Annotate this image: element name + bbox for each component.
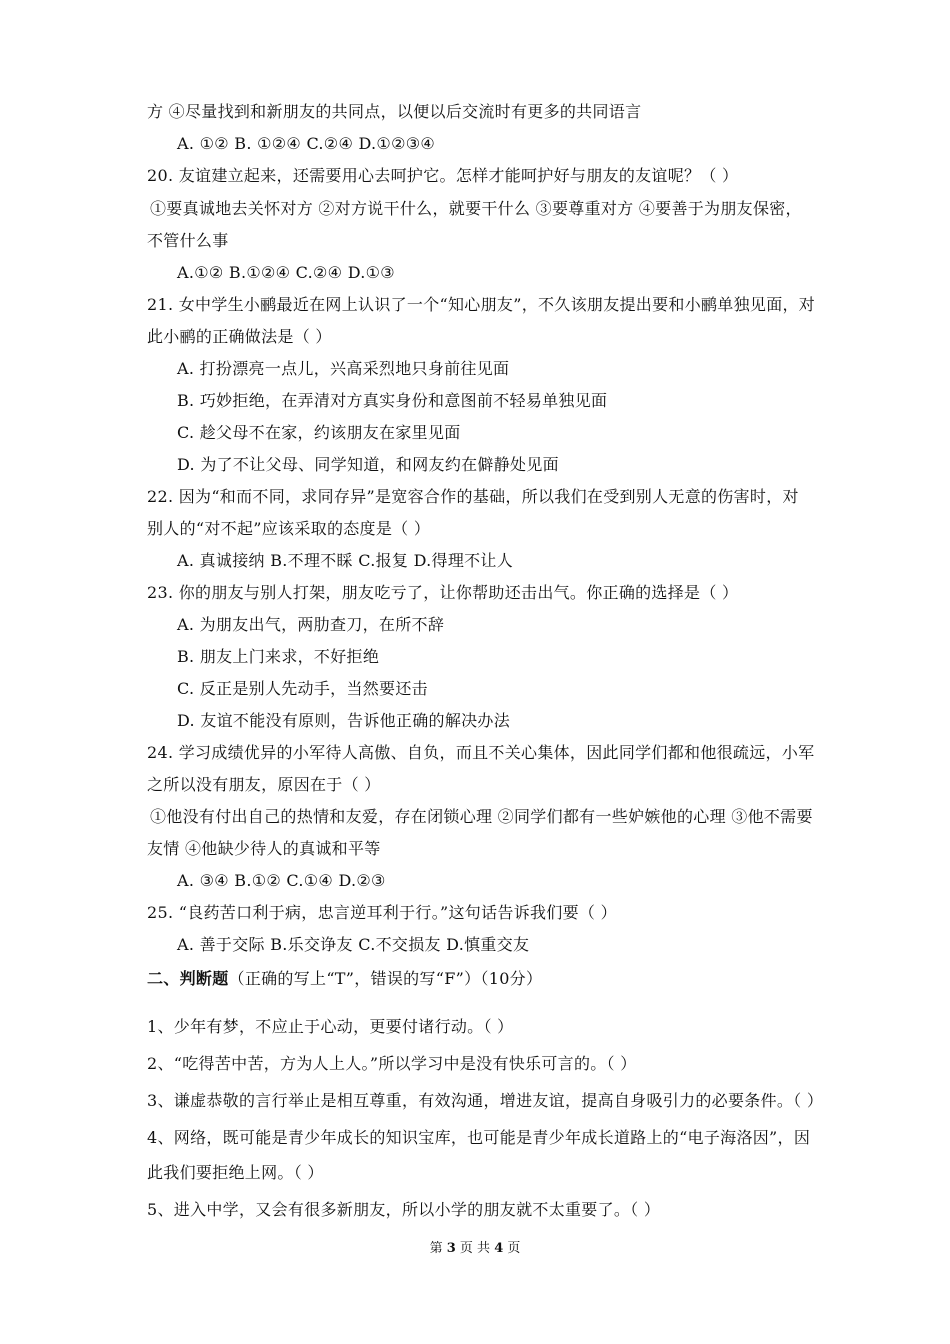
- judge-item-5: 5、进入中学，又会有很多新朋友，所以小学的朋友就不太重要了。（ ）: [147, 1200, 661, 1219]
- q21-option-d: D. 为了不让父母、同学知道，和网友约在僻静处见面: [177, 455, 559, 474]
- q21-stem-continued: 此小鹂的正确做法是（ ）: [147, 327, 332, 346]
- section-title: 二、判断题: [147, 969, 229, 988]
- judge-item-4-continued: 此我们要拒绝上网。（ ）: [147, 1163, 324, 1182]
- q22-choices: A. 真诚接纳 B.不理不睬 C.报复 D.得理不让人: [177, 551, 514, 570]
- q24-stem-continued: 之所以没有朋友，原因在于（ ）: [147, 775, 381, 794]
- q23-option-b: B. 朋友上门来求，不好拒绝: [177, 647, 380, 666]
- q19-choices: A. ①② B. ①②④ C.②④ D.①②③④: [177, 134, 435, 153]
- page-footer: [0, 1240, 950, 1258]
- current-page-number: 3: [446, 1241, 456, 1256]
- judge-item-2: 2、“吃得苦中苦，方为人上人。”所以学习中是没有快乐可言的。（ ）: [147, 1054, 637, 1073]
- judge-item-1: 1、少年有梦，不应止于心动，更要付诸行动。（ ）: [147, 1017, 514, 1036]
- section-heading-judgement: [147, 968, 542, 990]
- q23-option-d: D. 友谊不能没有原则，告诉他正确的解决办法: [177, 711, 511, 730]
- q20-stem: 20. 友谊建立起来，还需要用心去呵护它。怎样才能呵护好与朋友的友谊呢？（ ）: [147, 166, 739, 185]
- footer-middle: 页 共: [459, 1241, 491, 1256]
- q24-statements: ①他没有付出自己的热情和友爱，存在闭锁心理 ②同学们都有一些妒嫉他的心理 ③他不需要: [150, 807, 813, 826]
- judge-item-4: 4、网络，既可能是青少年成长的知识宝库，也可能是青少年成长道路上的“电子海洛因”，因: [147, 1128, 811, 1147]
- q24-choices: A. ③④ B.①② C.①④ D.②③: [177, 871, 386, 890]
- q23-stem: 23. 你的朋友与别人打架，朋友吃亏了，让你帮助还击出气。你正确的选择是（ ）: [147, 583, 739, 602]
- q21-option-b: B. 巧妙拒绝，在弄清对方真实身份和意图前不轻易单独见面: [177, 391, 608, 410]
- judge-item-3: 3、谦虚恭敬的言行举止是相互尊重，有效沟通，增进友谊，提高自身吸引力的必要条件。（ ）: [147, 1091, 824, 1110]
- footer-suffix: 页: [507, 1241, 521, 1256]
- q23-option-a: A. 为朋友出气，两肋查刀，在所不辞: [177, 615, 445, 634]
- q21-stem: 21. 女中学生小鹂最近在网上认识了一个“知心朋友”，不久该朋友提出要和小鹂单独见面，对: [147, 295, 816, 314]
- section-instructions: （正确的写上“T”，错误的写“F”）（10分）: [228, 969, 543, 988]
- q22-stem: 22. 因为“和而不同，求同存异”是宽容合作的基础，所以我们在受到别人无意的伤害时，对: [147, 487, 799, 506]
- q22-stem-continued: 别人的“对不起”应该采取的态度是（ ）: [147, 519, 431, 538]
- q20-statements-continued: 不管什么事: [147, 231, 229, 250]
- q21-option-a: A. 打扮漂亮一点儿，兴高采烈地只身前往见面: [177, 359, 510, 378]
- q24-stem: 24. 学习成绩优异的小军待人高傲、自负，而且不关心集体，因此同学们都和他很疏远，小军: [147, 743, 815, 762]
- q25-choices: A. 善于交际 B.乐交诤友 C.不交损友 D.慎重交友: [177, 935, 530, 954]
- q25-stem: 25. “良药苦口利于病，忠言逆耳利于行。”这句话告诉我们要（ ）: [147, 903, 617, 922]
- q19-option-4-continued: 方 ④尽量找到和新朋友的共同点，以便以后交流时有更多的共同语言: [147, 102, 642, 121]
- q20-statements: ①要真诚地去关怀对方 ②对方说干什么，就要干什么 ③要尊重对方 ④要善于为朋友保密，: [150, 199, 802, 218]
- q23-option-c: C. 反正是别人先动手，当然要还击: [177, 679, 428, 698]
- q24-statements-continued: 友情 ④他缺少待人的真诚和平等: [147, 839, 381, 858]
- q21-option-c: C. 趁父母不在家，约该朋友在家里见面: [177, 423, 461, 442]
- total-page-count: 4: [494, 1241, 504, 1256]
- footer-prefix: 第: [429, 1241, 443, 1256]
- q20-choices: A.①② B.①②④ C.②④ D.①③: [177, 263, 395, 282]
